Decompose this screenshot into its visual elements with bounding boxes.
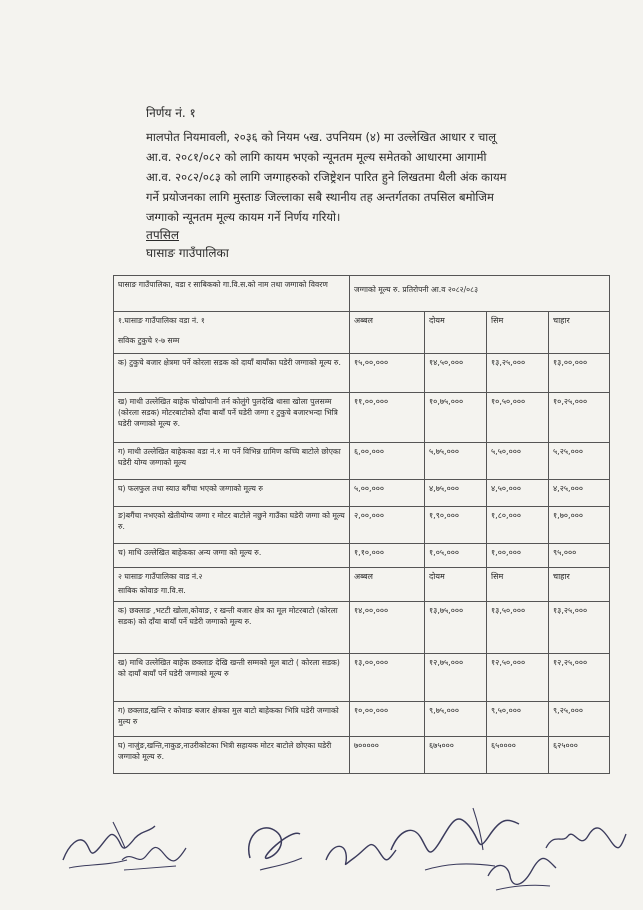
row-description: क) छक्लाङ ,भटटी खोला,कोवाङ, र खन्ती बजार क्षेत्र का मूल मोटरबाटो (कोरला सडक) को दाँया बायाँ पर्ने घडेरी जग्गाको मूल्य रु. (114, 602, 350, 654)
row-description: ग) माथी उल्लेखित बाहेकका वडा नं.१ मा पर्ने विभिन्न ग्रामिण कच्चि बाटोले छोएका घडेरी योग्य जग्गाको मूल्य (114, 443, 350, 480)
section-header-row (114, 312, 610, 354)
price-cell: ९,७५,००० (425, 702, 487, 737)
grade-header: चाहार (549, 312, 610, 354)
table-row (114, 702, 610, 737)
price-cell: १२,७५,००० (425, 654, 487, 702)
municipality-heading: घासाङ गाउँपालिका (146, 246, 229, 260)
section-title-cell (114, 568, 350, 602)
price-cell: १३,७५,००० (425, 602, 487, 654)
paragraph-line: जग्गाको न्यूनतम मूल्य कायम गर्ने निर्णय गरियो। (146, 210, 341, 224)
grade-header: दोयम (425, 312, 487, 354)
table-row (114, 602, 610, 654)
row-description: ख) माथि उल्लेखित बाहेक छक्लाङ देखि खन्ती सम्मको मूल बाटो ( कोरला सडक) को दायाँ बायाँ पर्ने घडेरी जग्गाको मूल्य रु (114, 654, 350, 702)
table-row (114, 480, 610, 507)
row-description: ख) माथी उल्लेखित बाहेक चोखोपानी तर्न कोलुंगे पुलदेखि थासा खोला पुलसम्म (कोरला सडक) मोटरबाटोको दाँया बायाँ पर्ने घडेरी जग्गा र टुकुचे बजारभन्दा भित्रि घडेरी जग्गाको मूल्य रु. (114, 393, 350, 443)
grade-header: सिम (487, 568, 549, 602)
price-cell: १२,२५,००० (549, 654, 610, 702)
header-description: घासाङ गाउँपालिका, वडा र साबिकको गा.वि.स.को नाम तथा जग्गाको विवरण (114, 276, 350, 312)
price-cell: ५,२५,००० (549, 443, 610, 480)
price-cell: ११,००,००० (350, 393, 425, 443)
section-title: १.घासाङ गाउँपालिका वडा नं. १ (118, 316, 205, 325)
row-description: ङ)बगैंचा नभएको खेतीयोग्य जग्गा र मोटर बाटोले नछुने गाउँका घडेरी जग्गा को मूल्य रु. (114, 507, 350, 544)
grade-header: अब्बल (350, 568, 425, 602)
grade-header: दोयम (425, 568, 487, 602)
price-cell: ६,००,००० (350, 443, 425, 480)
section-subtitle: साबिक कोवाङ गा.वि.स. (118, 586, 186, 595)
price-cell: २,००,००० (350, 507, 425, 544)
signature (240, 808, 310, 878)
price-cell: १,८०,००० (487, 507, 549, 544)
row-description: घ) नाजुंङ,खन्ति,नाकुङ,नाउरीकोटका भित्री सहायक मोटर बाटोले छोएका घडेरी जग्गाको मूल्य रु. (114, 737, 350, 774)
price-cell: ५,५०,००० (487, 443, 549, 480)
price-cell: १०,२५,००० (549, 393, 610, 443)
price-cell: १३,००,००० (350, 654, 425, 702)
paragraph-line: गर्ने प्रयोजनका लागि मुस्ताङ जिल्लाका सबै स्थानीय तह अन्तर्गतका तपसिल बमोजिम (146, 190, 494, 204)
table-row (114, 654, 610, 702)
row-description: घ) फलफुल तथा स्याउ बगैंचा भएको जग्गाको मूल्य रु (114, 480, 350, 507)
price-cell: ९,२५,००० (549, 702, 610, 737)
table-row (114, 393, 610, 443)
land-price-table (113, 275, 610, 774)
price-cell: ४,५०,००० (487, 480, 549, 507)
section-title: २ घासाङ गाउँपालिका वाड नं.२ (118, 572, 203, 581)
section-title-cell (114, 312, 350, 354)
price-cell: १३,२५,००० (549, 602, 610, 654)
price-cell: ९,५०,००० (487, 702, 549, 737)
row-description: ग) छक्लाड,खन्ति र कोवाङ बजार क्षेत्रका मुल बाटो बाहेकका भित्रि घडेरी जग्गाको मुल्य रु (114, 702, 350, 737)
price-cell: ५,००,००० (350, 480, 425, 507)
price-cell: १४,५०,००० (425, 354, 487, 393)
row-description: क) टुकुचे बजार क्षेत्रमा पर्ने कोरला सडक को दायाँ बायाँका घडेरी जग्गाको मूल्य रु. (114, 354, 350, 393)
signature (540, 814, 630, 864)
row-description: च) माथि उल्लेखित बाहेकका अन्य जग्गा को मूल्य रु. (114, 544, 350, 568)
price-cell: ६२५००० (549, 737, 610, 774)
grade-header: अब्बल (350, 312, 425, 354)
table-row (114, 507, 610, 544)
price-cell: १२,५०,००० (487, 654, 549, 702)
decision-paragraph (146, 127, 616, 227)
decision-title: निर्णय नं. १ (146, 106, 196, 120)
section-header-row (114, 568, 610, 602)
price-cell: ५,७५,००० (425, 443, 487, 480)
table-header-row (114, 276, 610, 312)
header-price: जग्गाको मूल्य रु. प्रतिरोपनी आ.व २०८२/०८३ (350, 276, 610, 312)
price-cell: १०,७५,००० (425, 393, 487, 443)
price-cell: १४,००,००० (350, 602, 425, 654)
grade-header: चाहार (549, 568, 610, 602)
price-cell: ७००००० (350, 737, 425, 774)
price-cell: १,००,००० (487, 544, 549, 568)
price-cell: ६५०००० (487, 737, 549, 774)
price-cell: १५,००,००० (350, 354, 425, 393)
price-cell: ४,७५,००० (425, 480, 487, 507)
price-cell: १०,००,००० (350, 702, 425, 737)
grade-header: सिम (487, 312, 549, 354)
price-cell: ९५,००० (549, 544, 610, 568)
table-row (114, 737, 610, 774)
paragraph-line: मालपोत नियमावली, २०३६ को नियम ५ख. उपनियम (४) मा उल्लेखित आधार र चालू (146, 130, 497, 144)
section-subtitle: सविक टुकुचे १-७ सम्म (118, 336, 180, 345)
price-cell: १३,२५,००० (487, 354, 549, 393)
price-cell: ४,२५,००० (549, 480, 610, 507)
price-cell: १३,००,००० (549, 354, 610, 393)
paragraph-line: आ.व. २०८२/०८३ को लागि जग्गाहरुको रजिष्ट्रेशन पारित हुने लिखतमा थैली अंक कायम (146, 170, 507, 184)
schedule-label: तपसिल (146, 228, 180, 242)
price-cell: १,१०,००० (350, 544, 425, 568)
table-row (114, 443, 610, 480)
price-cell: १३,५०,००० (487, 602, 549, 654)
table-row (114, 354, 610, 393)
price-cell: १,९०,००० (425, 507, 487, 544)
signature-date-note (116, 826, 196, 876)
price-cell: १०,५०,००० (487, 393, 549, 443)
table-row (114, 544, 610, 568)
paragraph-line: आ.व. २०८१/०८२ को लागि कायम भएको न्यूनतम मूल्य समेतको आधारमा आगामी (146, 150, 487, 164)
price-cell: १,०५,००० (425, 544, 487, 568)
price-cell: ६७५००० (425, 737, 487, 774)
price-cell: १,७०,००० (549, 507, 610, 544)
